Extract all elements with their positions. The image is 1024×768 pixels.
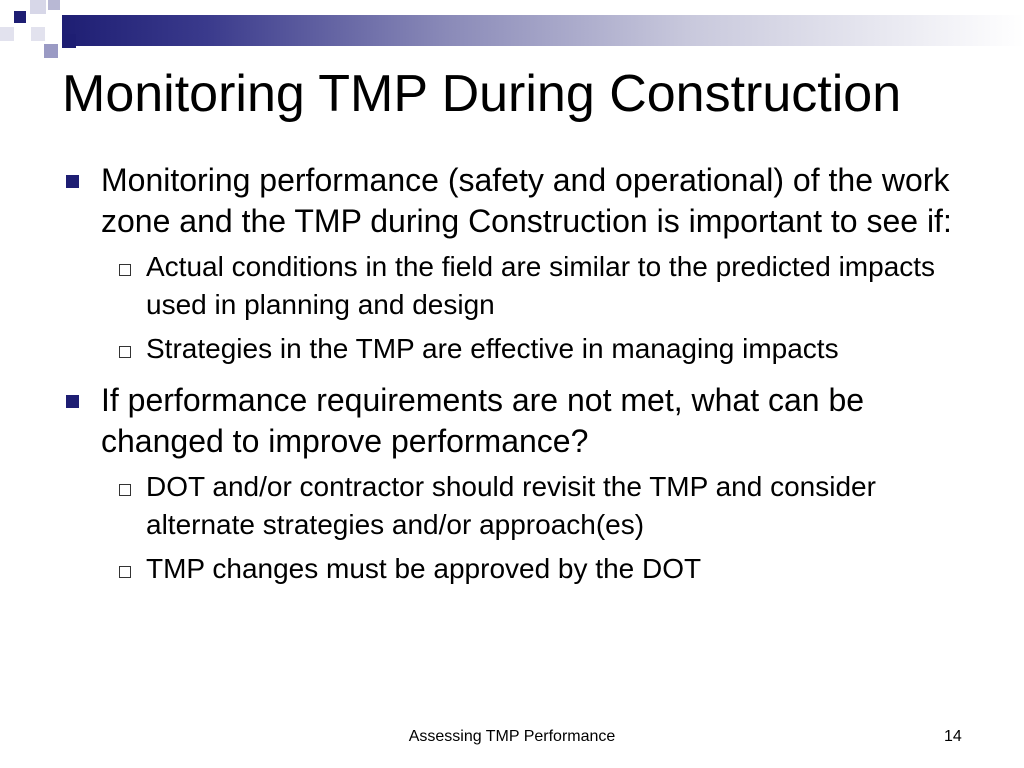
decor-square [31, 27, 45, 41]
filled-square-icon [66, 175, 79, 188]
hollow-square-icon [119, 484, 131, 496]
slide-body [62, 160, 962, 594]
sub-bullet-item [101, 330, 962, 368]
footer-title: Assessing TMP Performance [408, 728, 616, 745]
decor-square [30, 0, 46, 14]
hollow-square-icon [119, 264, 131, 276]
hollow-square-icon [119, 566, 131, 578]
slide-title: Monitoring TMP During Construction [62, 65, 902, 123]
decor-square [48, 0, 60, 10]
page-number: 14 [944, 728, 962, 745]
sub-bullet-item [101, 248, 962, 324]
decor-square [14, 11, 26, 23]
sub-bullet-item [101, 468, 962, 544]
bullet-text: Monitoring performance (safety and operational) of the work zone and the TMP during Construction is important to see if: [101, 162, 952, 239]
sub-bullet-text: Strategies in the TMP are effective in managing impacts [146, 333, 839, 364]
bullet-item [62, 380, 962, 462]
bullet-item [62, 160, 962, 242]
sub-bullet-text: TMP changes must be approved by the DOT [146, 553, 702, 584]
bullet-text: If performance requirements are not met, what can be changed to improve performance? [101, 382, 865, 459]
hollow-square-icon [119, 346, 131, 358]
sub-bullet-item [101, 550, 962, 588]
header-gradient-band [62, 15, 1024, 46]
filled-square-icon [66, 395, 79, 408]
decor-square [0, 27, 14, 41]
sub-bullet-text: DOT and/or contractor should revisit the TMP and consider alternate strategies and/or approach(es) [146, 471, 876, 540]
decor-square [62, 34, 76, 48]
sub-bullet-text: Actual conditions in the field are similar to the predicted impacts used in planning and design [146, 251, 936, 320]
decor-square [44, 44, 58, 58]
